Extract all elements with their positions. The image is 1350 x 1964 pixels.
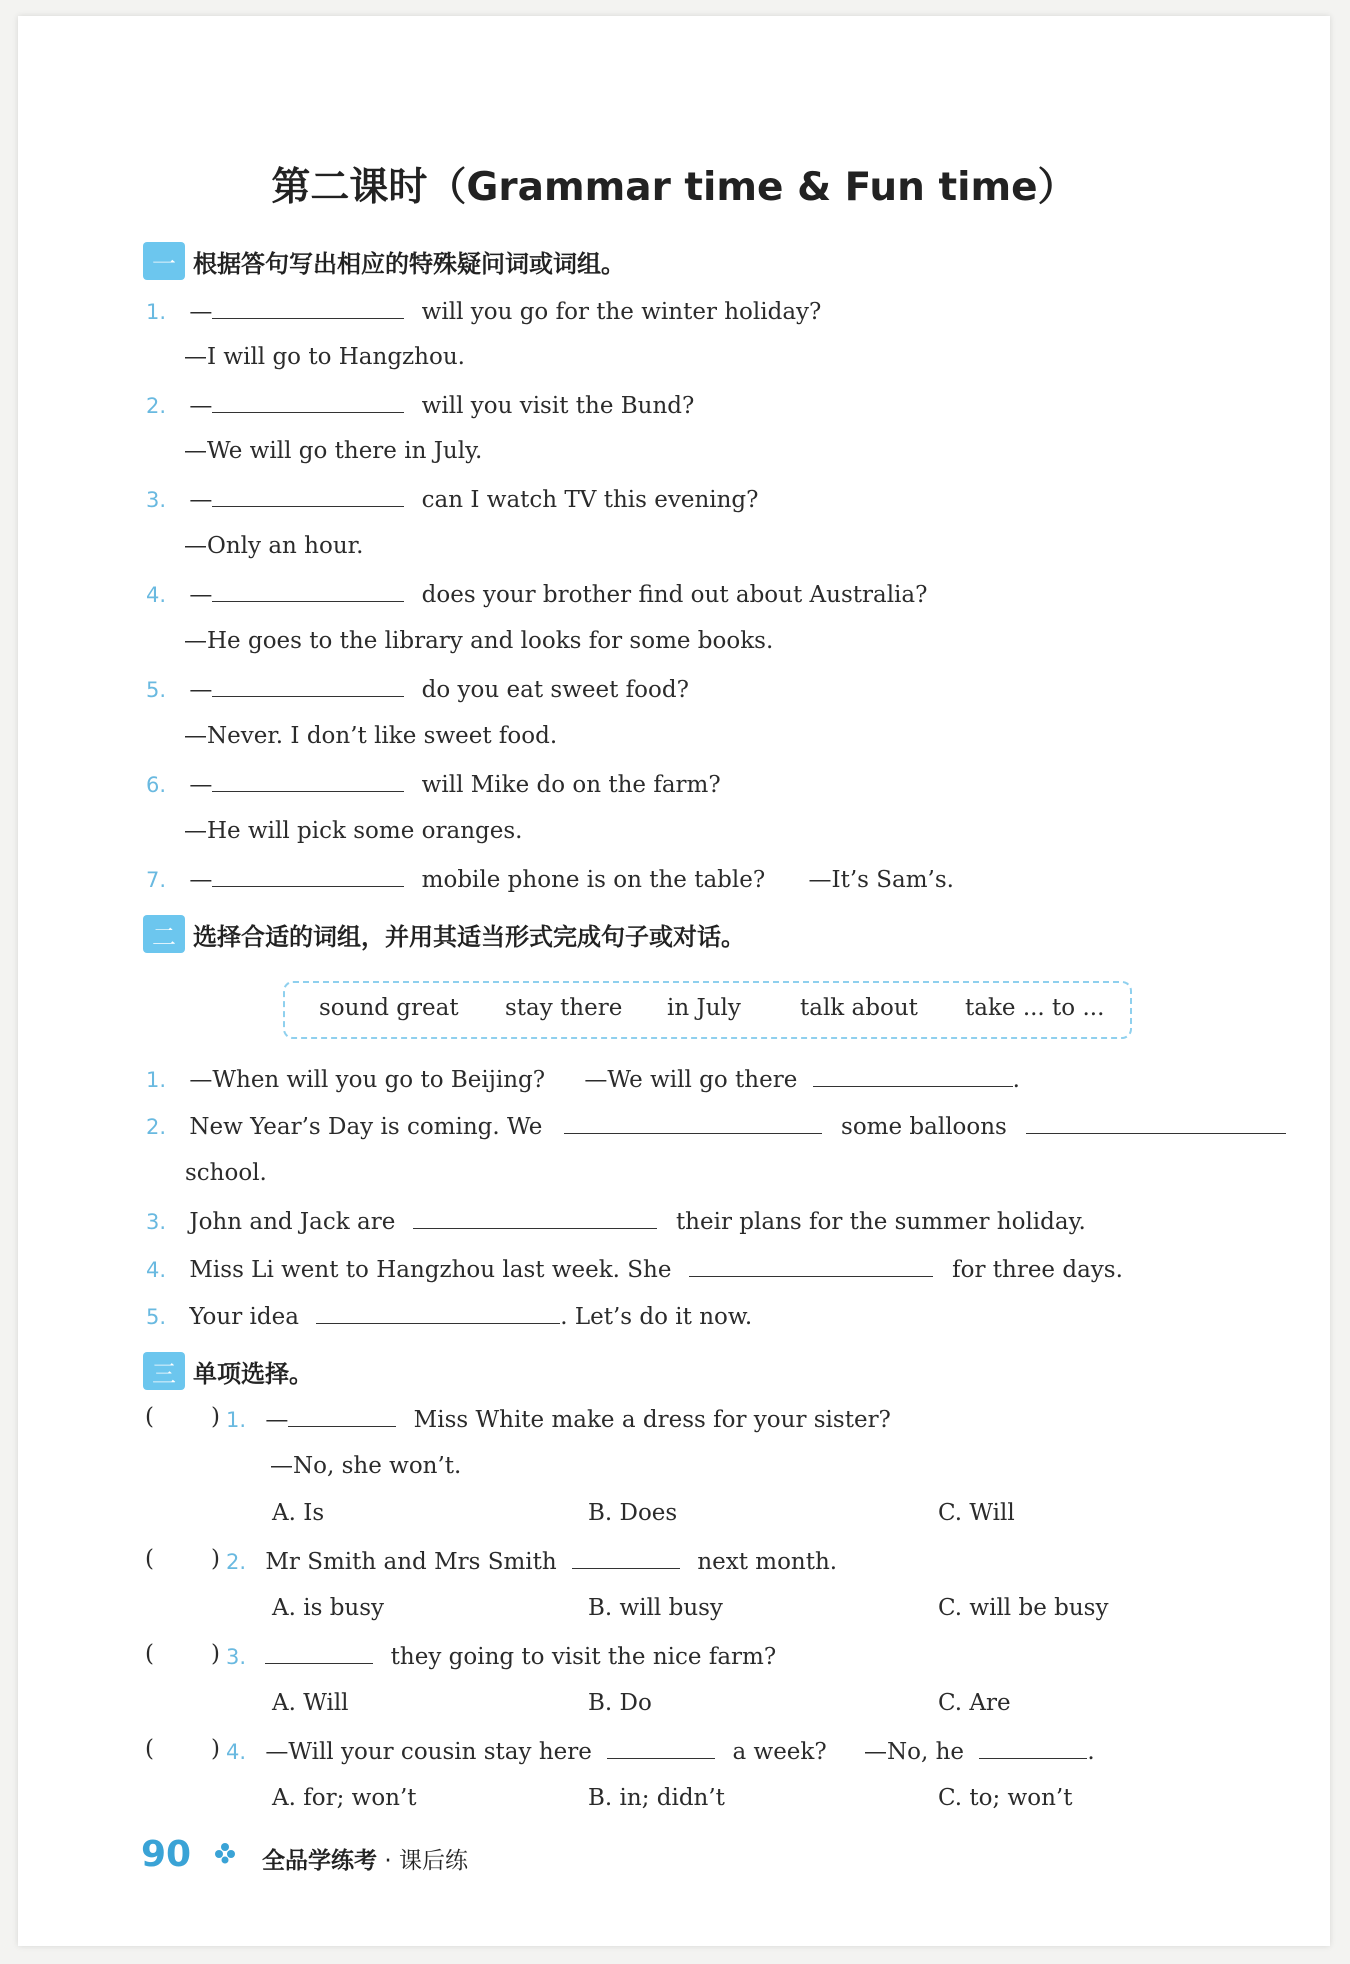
option-c[interactable]: C. to; won’t [938,1785,1073,1811]
page-number: 90 [141,1834,192,1875]
section-1-header [143,241,625,281]
s2-question-2: 2. New Year’s Day is coming. We some balloons [146,1111,1286,1142]
word-bank [283,981,1132,1039]
option-a[interactable]: A. Is [272,1500,325,1526]
worksheet-page [18,16,1330,1946]
brand-name: 全品学练考 [262,1848,377,1874]
answer-blank[interactable] [413,1206,657,1229]
option-b[interactable]: B. Do [588,1690,652,1716]
section-3-badge: 三 [143,1352,185,1390]
s1-answer-1: —I will go to Hangzhou. [184,344,465,370]
s1-question-1: 1. — will you go for the winter holiday? [146,296,821,327]
s1-answer-4: —He goes to the library and looks for some books. [184,628,774,654]
section-2-heading: 选择合适的词组，并用其适当形式完成句子或对话。 [193,922,745,951]
answer-blank[interactable] [689,1254,933,1277]
answer-slot[interactable] [164,1736,208,1766]
word-bank-item: talk about [800,995,918,1021]
answer-slot[interactable] [164,1404,208,1434]
option-a[interactable]: A. is busy [272,1595,385,1621]
s2-question-4: 4. Miss Li went to Hangzhou last week. She for three days. [146,1254,1123,1285]
page-title: 第二课时（Grammar time & Fun time） [271,165,1077,210]
s1-answer-5: —Never. I don’t like sweet food. [184,723,558,749]
answer-blank[interactable] [607,1736,715,1759]
s1-question-2: 2. — will you visit the Bund? [146,390,694,421]
s2-question-2-continued: school. [185,1160,267,1186]
answer-paren-close: ) [211,1404,220,1430]
word-bank-item: take ... to ... [965,995,1105,1021]
word-bank-item: in July [667,995,741,1021]
s1-question-6: 6. — will Mike do on the farm? [146,769,721,800]
question-number: 1. [146,300,167,324]
answer-blank[interactable] [265,1641,373,1664]
section-3-heading: 单项选择。 [193,1359,313,1388]
section-3-header [143,1351,313,1391]
brand-subtitle: 课后练 [398,1848,468,1874]
answer-blank[interactable] [1026,1111,1286,1134]
footer-brand [262,1842,468,1875]
answer-paren-open: ( [145,1404,154,1430]
answer-blank[interactable] [212,484,404,507]
answer-blank[interactable] [212,390,404,413]
option-c[interactable]: C. Will [938,1500,1015,1526]
s3-question-1: 1. — Miss White make a dress for your sister? [226,1404,891,1435]
answer-paren-open: ( [145,1546,154,1572]
s2-question-3: 3. John and Jack are their plans for the summer holiday. [146,1206,1086,1237]
answer-paren-open: ( [145,1736,154,1762]
answer-blank[interactable] [212,579,404,602]
s1-answer-2: —We will go there in July. [184,438,483,464]
s1-answer-6: —He will pick some oranges. [184,818,523,844]
s1-question-4: 4. — does your brother find out about Australia? [146,579,927,610]
option-a[interactable]: A. for; won’t [272,1785,417,1811]
option-c[interactable]: C. Are [938,1690,1011,1716]
answer-paren-close: ) [211,1641,220,1667]
s1-question-5: 5. — do you eat sweet food? [146,674,689,705]
word-bank-item: sound great [319,995,459,1021]
s3-question-3: 3. they going to visit the nice farm? [226,1641,776,1672]
section-2-header [143,914,745,954]
clover-icon [214,1842,236,1864]
answer-blank[interactable] [212,674,404,697]
answer-paren-close: ) [211,1736,220,1762]
s3-question-4: 4. —Will your cousin stay here a week? —No, he . [226,1736,1095,1767]
answer-paren-close: ) [211,1546,220,1572]
s1-question-7: 7. — mobile phone is on the table? —It’s Sam’s. [146,864,954,895]
answer-slot[interactable] [164,1641,208,1671]
answer-blank[interactable] [212,864,404,887]
option-c[interactable]: C. will be busy [938,1595,1109,1621]
answer-blank[interactable] [316,1301,560,1324]
s2-question-5: 5. Your idea . Let’s do it now. [146,1301,752,1332]
s1-question-3: 3. — can I watch TV this evening? [146,484,758,515]
option-b[interactable]: B. will busy [588,1595,723,1621]
brand-separator: · [384,1848,392,1874]
answer-blank[interactable] [813,1064,1013,1087]
answer-blank[interactable] [979,1736,1087,1759]
s1-answer-3: —Only an hour. [184,533,364,559]
answer-blank[interactable] [212,296,404,319]
answer-paren-open: ( [145,1641,154,1667]
s3-question-1-reply: —No, she won’t. [270,1453,462,1479]
section-2-badge: 二 [143,915,185,953]
answer-blank[interactable] [212,769,404,792]
section-1-badge: 一 [143,242,185,280]
answer-blank[interactable] [564,1111,822,1134]
word-bank-item: stay there [505,995,623,1021]
answer-blank[interactable] [288,1404,396,1427]
s3-question-2: 2. Mr Smith and Mrs Smith next month. [226,1546,837,1577]
option-a[interactable]: A. Will [272,1690,349,1716]
answer-blank[interactable] [572,1546,680,1569]
s2-question-1: 1. —When will you go to Beijing? —We will go there . [146,1064,1020,1095]
section-1-heading: 根据答句写出相应的特殊疑问词或词组。 [193,249,625,278]
answer-slot[interactable] [164,1546,208,1576]
option-b[interactable]: B. in; didn’t [588,1785,725,1811]
option-b[interactable]: B. Does [588,1500,678,1526]
